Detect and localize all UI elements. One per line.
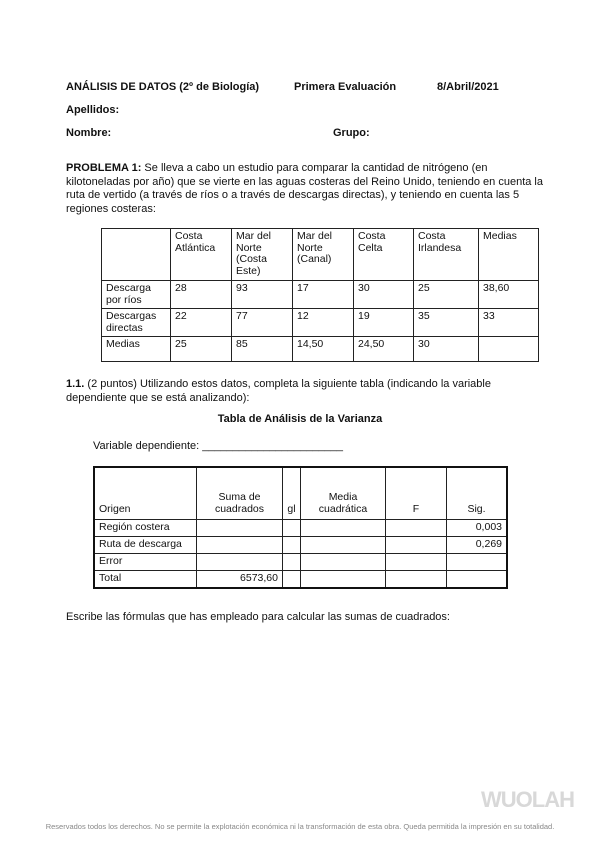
data-table [101,228,539,362]
table-cell: 85 [232,337,293,362]
table-cell: 38,60 [479,281,539,309]
problem-text: Se lleva a cabo un estudio para comparar la cantidad de nitrógeno (en kilotoneladas por año) que se vierte en las aguas costeras del Reino Unido, teniendo en cuenta la ruta de vertido (a través de ríos o a través de descargas directas), y teniendo en cuenta las 5 regiones costeras: [66,162,543,215]
table-cell: Descarga por ríos [102,281,171,309]
anova-table [93,466,508,589]
table-cell: 25 [414,281,479,309]
table-cell [301,520,386,537]
table-cell: 30 [414,337,479,362]
table-cell: 12 [293,309,354,337]
table-cell [386,554,447,571]
table-cell: 0,269 [447,537,508,554]
table-row [102,309,539,337]
table-cell [197,520,283,537]
problem-label: PROBLEMA 1: [66,162,142,174]
table-cell: 24,50 [354,337,414,362]
table-row [102,337,539,362]
table-cell: Región costera [94,520,197,537]
table-cell: Costa Irlandesa [414,229,479,281]
dependent-variable-label: Variable dependiente: _______________________ [93,440,343,452]
table-row [94,537,507,554]
table-cell: 19 [354,309,414,337]
table-cell: Descargas directas [102,309,171,337]
exam-date: 8/Abril/2021 [437,81,499,93]
table-cell: Mar del Norte (Canal) [293,229,354,281]
table-cell: Costa Atlántica [171,229,232,281]
table-cell [197,554,283,571]
table-cell: Costa Celta [354,229,414,281]
table-row [102,281,539,309]
table-cell [102,229,171,281]
table-header-row [102,229,539,281]
table-cell: 22 [171,309,232,337]
anova-header-cell: Media cuadrática [301,467,386,520]
table-row [94,571,507,589]
anova-header-row [94,467,507,520]
table-cell [301,537,386,554]
wuolah-logo: WUOLAH [481,787,574,812]
question-body: (2 puntos) Utilizando estos datos, completa la siguiente tabla (indicando la variable dependiente que se está analizando): [66,378,491,404]
table-cell: Total [94,571,197,589]
problem-statement [66,162,546,216]
table-cell [447,571,508,589]
table-cell [283,554,301,571]
group-label: Grupo: [333,127,370,139]
table-cell [283,571,301,589]
anova-header-cell: Sig. [447,467,508,520]
table-cell [283,537,301,554]
name-label: Nombre: [66,127,112,139]
formulas-prompt: Escribe las fórmulas que has empleado para calcular las sumas de cuadrados: [66,611,450,623]
footer-notice: Reservados todos los derechos. No se permite la explotación económica ni la transformación de esta obra. Queda permitida la impresión en su totalidad. [45,822,555,831]
anova-header-cell: gl [283,467,301,520]
anova-title: Tabla de Análisis de la Varianza [217,413,383,425]
question-label: 1.1. [66,378,85,390]
question-text [66,378,506,405]
table-cell: 93 [232,281,293,309]
table-cell: 6573,60 [197,571,283,589]
table-row [94,520,507,537]
table-cell [301,554,386,571]
table-cell: 17 [293,281,354,309]
table-cell: Error [94,554,197,571]
table-cell [386,520,447,537]
table-cell: 0,003 [447,520,508,537]
table-cell: 28 [171,281,232,309]
table-cell [479,337,539,362]
table-cell: 35 [414,309,479,337]
table-cell: 77 [232,309,293,337]
table-cell: Medias [102,337,171,362]
anova-header-cell: Origen [94,467,197,520]
table-cell: 14,50 [293,337,354,362]
table-cell [283,520,301,537]
anova-header-cell: F [386,467,447,520]
table-cell: Mar del Norte (Costa Este) [232,229,293,281]
table-cell: 33 [479,309,539,337]
anova-header-cell: Suma de cuadrados [197,467,283,520]
table-row [94,554,507,571]
table-cell [386,537,447,554]
table-cell: 25 [171,337,232,362]
surname-label: Apellidos: [66,104,120,116]
table-cell [447,554,508,571]
exam-subject: ANÁLISIS DE DATOS (2º de Biología) [66,81,260,93]
table-cell [301,571,386,589]
table-cell: 30 [354,281,414,309]
exam-title: Primera Evaluación [294,81,397,93]
table-cell [386,571,447,589]
table-cell: Medias [479,229,539,281]
table-cell [197,537,283,554]
table-cell: Ruta de descarga [94,537,197,554]
